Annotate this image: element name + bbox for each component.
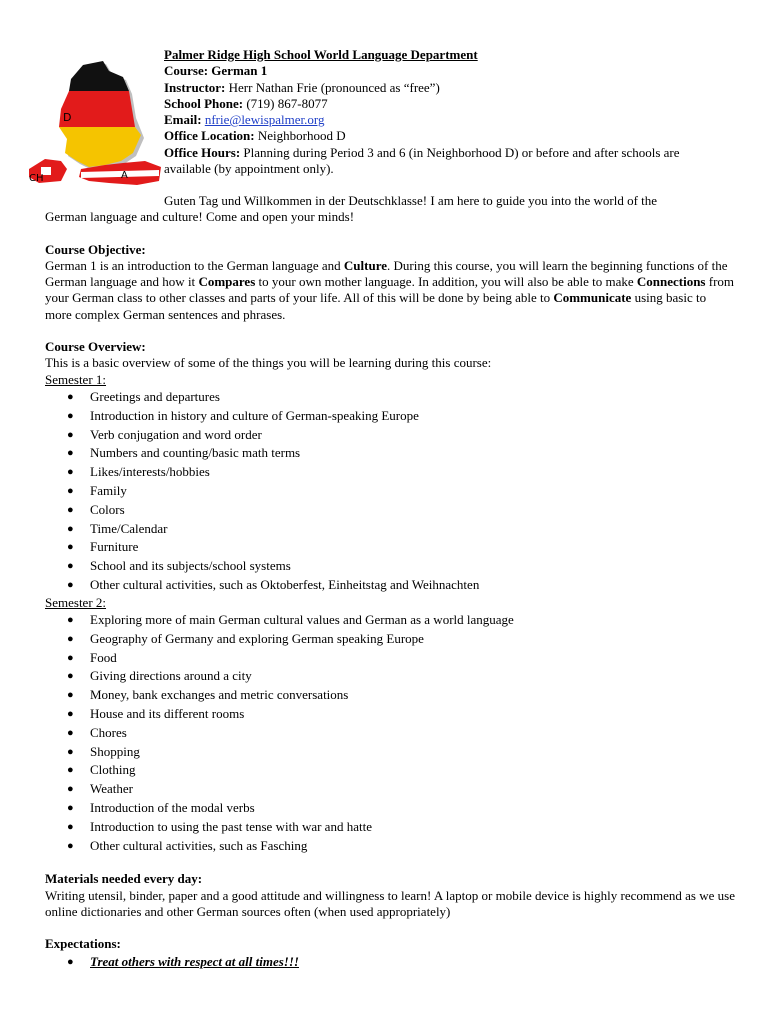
list-item: ● Introduction in history and culture of German-speaking Europe (45, 407, 735, 426)
semester-1-label: Semester 1: (45, 371, 107, 387)
course-objective-heading: Course Objective: (45, 241, 146, 257)
list-item: ● Numbers and counting/basic math terms (45, 444, 735, 463)
list-item: ● Time/Calendar (45, 520, 735, 539)
list-item: ● Greetings and departures (45, 388, 735, 407)
expectations-section (45, 936, 735, 971)
email-link[interactable]: nfrie@lewispalmer.org (204, 112, 325, 128)
welcome-line-2: German language and culture! Come and open your minds! (45, 209, 355, 225)
objective-text-4: from your German class to other classes and parts of your life. All of this will be done by being able to (45, 274, 735, 306)
list-item: ● Introduction of the modal verbs (45, 799, 735, 818)
phone-label: School Phone: (164, 95, 244, 111)
objective-communicate: Communicate (553, 290, 632, 306)
materials-heading: Materials needed every day: (45, 871, 203, 887)
objective-text-2: . During this course, you will learn the beginning functions of the German language and how it (45, 257, 728, 290)
hours-value-1: Planning during Period 3 and 6 (in Neighborhood D) or before and after schools are (243, 144, 680, 160)
list-item: ● Chores (45, 724, 735, 743)
list-item: ● Furniture (45, 538, 735, 557)
german-speaking-europe-map (25, 57, 165, 187)
objective-text-1: German 1 is an introduction to the German language and (45, 257, 344, 273)
list-item: ● Other cultural activities, such as Oktoberfest, Einheitstag and Weihnachten (45, 576, 735, 595)
header-block (29, 47, 735, 193)
course-overview-heading: Course Overview: (45, 339, 146, 355)
course-objective-text (45, 258, 735, 323)
semester-1-list (45, 388, 735, 595)
phone-value: (719) 867-8077 (246, 95, 328, 111)
list-item: ● House and its different rooms (45, 705, 735, 724)
semester-2-label: Semester 2: (45, 594, 107, 610)
list-item: ● Shopping (45, 743, 735, 762)
map-label-a: A (121, 170, 128, 181)
list-item: ● Colors (45, 501, 735, 520)
expectation-respect: Treat others with respect at all times!!! (90, 953, 299, 969)
semester-2-list (45, 611, 735, 855)
objective-text-3: to your own mother language. In addition, you will also be able to make (255, 274, 637, 290)
map-label-ch: CH (29, 173, 44, 184)
expectations-heading: Expectations: (45, 936, 121, 952)
department-title: Palmer Ridge High School World Language Department (164, 47, 478, 62)
welcome-paragraph (45, 193, 735, 226)
expectations-list (45, 953, 735, 972)
document-page (29, 47, 735, 971)
materials-text: Writing utensil, binder, paper and a good attitude and willingness to learn! A laptop or mobile device is highly recommend as we use online dictionaries and other German sources often (when used appropriately) (45, 887, 735, 919)
course-objective-section (45, 242, 735, 323)
office-value: Neighborhood D (257, 128, 346, 144)
instructor-value: Herr Nathan Frie (pronounced as “free”) (228, 79, 440, 95)
instructor-label: Instructor: (164, 79, 226, 95)
course-overview-section (45, 339, 735, 855)
list-item: ● Family (45, 482, 735, 501)
list-item: ● Weather (45, 780, 735, 799)
list-item (45, 953, 735, 972)
list-item: ● Verb conjugation and word order (45, 426, 735, 445)
map-label-d: D (63, 111, 72, 124)
list-item: ● Introduction to using the past tense with war and hatte (45, 818, 735, 837)
objective-connections: Connections (636, 274, 706, 290)
course-info (164, 47, 724, 177)
list-item: ● Other cultural activities, such as Fasching (45, 837, 735, 856)
list-item: ● School and its subjects/school systems (45, 557, 735, 576)
list-item: ● Geography of Germany and exploring German speaking Europe (45, 630, 735, 649)
list-item: ● Giving directions around a city (45, 667, 735, 686)
objective-text-5: using basic to more complex German sentences and phrases. (45, 290, 707, 322)
email-label: Email: (164, 112, 202, 128)
hours-label: Office Hours: (164, 144, 241, 160)
course-label: Course: German 1 (164, 63, 268, 79)
list-item: ● Money, bank exchanges and metric conversations (45, 686, 735, 705)
materials-section (45, 871, 735, 920)
objective-culture: Culture (343, 257, 388, 273)
hours-value-2: available (by appointment only). (164, 161, 334, 177)
list-item: ● Exploring more of main German cultural values and German as a world language (45, 611, 735, 630)
list-item: ● Clothing (45, 761, 735, 780)
objective-compares: Compares (198, 274, 256, 290)
course-overview-intro: This is a basic overview of some of the things you will be learning during this course: (45, 355, 492, 371)
list-item: ● Likes/interests/hobbies (45, 463, 735, 482)
office-label: Office Location: (164, 128, 255, 144)
welcome-line-1: Guten Tag und Willkommen in der Deutschklasse! I am here to guide you into the world of the (164, 193, 658, 208)
list-item: ● Food (45, 649, 735, 668)
